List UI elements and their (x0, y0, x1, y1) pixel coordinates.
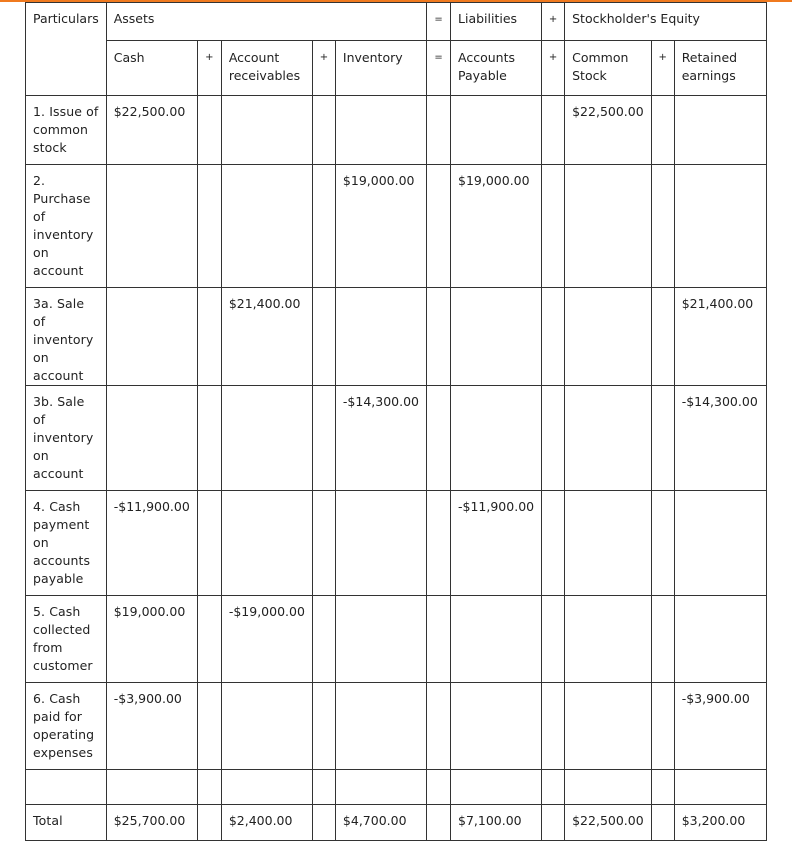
particulars-cell: 5. Cash collected from customer (26, 596, 107, 683)
account-receivables-cell (221, 770, 312, 805)
accounts-payable-cell: $7,100.00 (451, 805, 542, 841)
plus-spacer-cell (542, 805, 565, 841)
retained-earnings-cell (674, 491, 766, 596)
cash-cell (106, 288, 197, 386)
account-receivables-cell (221, 683, 312, 770)
retained-earnings-cell (674, 165, 766, 288)
plus-spacer-cell (542, 491, 565, 596)
plus-spacer-cell (312, 165, 335, 288)
accounts-payable-cell: -$11,900.00 (451, 491, 542, 596)
cash-cell (106, 386, 197, 491)
inventory-cell (335, 683, 426, 770)
plus-spacer-cell (542, 770, 565, 805)
plus-spacer-cell (542, 288, 565, 386)
accounts-payable-cell (451, 770, 542, 805)
inventory-cell (335, 491, 426, 596)
account-receivables-cell (221, 386, 312, 491)
equals-spacer-cell (427, 770, 451, 805)
header-plus-2: + (312, 41, 335, 96)
account-receivables-cell (221, 96, 312, 165)
table-row (26, 96, 767, 165)
equals-spacer-cell (427, 386, 451, 491)
plus-spacer-cell (197, 805, 221, 841)
accounts-payable-cell (451, 96, 542, 165)
cash-cell (106, 165, 197, 288)
header-inventory: Inventory (335, 41, 426, 96)
plus-spacer-cell (197, 96, 221, 165)
common-stock-cell (565, 288, 652, 386)
header-plus-4: + (651, 41, 674, 96)
plus-spacer-cell (312, 491, 335, 596)
plus-spacer-cell (651, 288, 674, 386)
table-row (26, 386, 767, 491)
particulars-cell: 3a. Sale of inventory on account (26, 288, 107, 386)
header-equals-sign: = (427, 3, 451, 41)
plus-spacer-cell (312, 288, 335, 386)
accounts-payable-cell (451, 386, 542, 491)
inventory-cell (335, 770, 426, 805)
account-receivables-cell (221, 491, 312, 596)
header-retained-earnings: Retained earnings (674, 41, 766, 96)
header-account-receivables: Account receivables (221, 41, 312, 96)
plus-spacer-cell (197, 683, 221, 770)
plus-spacer-cell (542, 596, 565, 683)
plus-spacer-cell (651, 770, 674, 805)
plus-spacer-cell (312, 386, 335, 491)
retained-earnings-cell (674, 770, 766, 805)
equals-spacer-cell (427, 491, 451, 596)
account-receivables-cell: $21,400.00 (221, 288, 312, 386)
cash-cell: $19,000.00 (106, 596, 197, 683)
retained-earnings-cell: $3,200.00 (674, 805, 766, 841)
particulars-cell: 2. Purchase of inventory on account (26, 165, 107, 288)
equals-spacer-cell (427, 288, 451, 386)
plus-spacer-cell (312, 596, 335, 683)
total-row (26, 805, 767, 841)
table-row (26, 596, 767, 683)
cash-cell (106, 770, 197, 805)
plus-spacer-cell (312, 96, 335, 165)
common-stock-cell (565, 770, 652, 805)
plus-spacer-cell (651, 165, 674, 288)
table-row (26, 165, 767, 288)
inventory-cell (335, 288, 426, 386)
inventory-cell: $19,000.00 (335, 165, 426, 288)
cash-cell: -$11,900.00 (106, 491, 197, 596)
header-accounts-payable: Accounts Payable (451, 41, 542, 96)
plus-spacer-cell (197, 491, 221, 596)
equals-spacer-cell (427, 165, 451, 288)
plus-spacer-cell (197, 386, 221, 491)
header-plus-3: + (542, 41, 565, 96)
plus-spacer-cell (651, 96, 674, 165)
plus-spacer-cell (312, 770, 335, 805)
retained-earnings-cell: -$3,900.00 (674, 683, 766, 770)
table-row (26, 491, 767, 596)
header-liabilities: Liabilities (451, 3, 542, 41)
retained-earnings-cell: $21,400.00 (674, 288, 766, 386)
header-cash: Cash (106, 41, 197, 96)
particulars-cell: 3b. Sale of inventory on account (26, 386, 107, 491)
common-stock-cell: $22,500.00 (565, 96, 652, 165)
plus-spacer-cell (651, 491, 674, 596)
common-stock-cell (565, 596, 652, 683)
plus-spacer-cell (651, 683, 674, 770)
header-row-sub (26, 41, 767, 96)
cash-cell: -$3,900.00 (106, 683, 197, 770)
plus-spacer-cell (542, 683, 565, 770)
account-receivables-cell: $2,400.00 (221, 805, 312, 841)
accounts-payable-cell: $19,000.00 (451, 165, 542, 288)
header-stockholders-equity: Stockholder's Equity (565, 3, 767, 41)
plus-spacer-cell (197, 165, 221, 288)
header-particulars: Particulars (26, 3, 107, 96)
inventory-cell (335, 96, 426, 165)
common-stock-cell: $22,500.00 (565, 805, 652, 841)
header-row-top (26, 3, 767, 41)
plus-spacer-cell (542, 96, 565, 165)
inventory-cell: -$14,300.00 (335, 386, 426, 491)
accounts-payable-cell (451, 596, 542, 683)
plus-spacer-cell (312, 683, 335, 770)
equals-spacer-cell (427, 683, 451, 770)
plus-spacer-cell (651, 386, 674, 491)
header-plus-1: + (197, 41, 221, 96)
equals-spacer-cell (427, 96, 451, 165)
table-row (26, 770, 767, 805)
header-assets: Assets (106, 3, 426, 41)
header-equals: = (427, 41, 451, 96)
common-stock-cell (565, 683, 652, 770)
header-common-stock: Common Stock (565, 41, 652, 96)
plus-spacer-cell (197, 770, 221, 805)
account-receivables-cell: -$19,000.00 (221, 596, 312, 683)
plus-spacer-cell (312, 805, 335, 841)
table-row (26, 288, 767, 386)
cash-cell: $22,500.00 (106, 96, 197, 165)
common-stock-cell (565, 386, 652, 491)
plus-spacer-cell (197, 288, 221, 386)
plus-spacer-cell (542, 165, 565, 288)
cash-cell: $25,700.00 (106, 805, 197, 841)
particulars-cell (26, 770, 107, 805)
plus-spacer-cell (651, 805, 674, 841)
plus-spacer-cell (651, 596, 674, 683)
retained-earnings-cell (674, 596, 766, 683)
account-receivables-cell (221, 165, 312, 288)
inventory-cell (335, 596, 426, 683)
particulars-cell: Total (26, 805, 107, 841)
common-stock-cell (565, 165, 652, 288)
accounting-equation-table (25, 2, 767, 841)
equals-spacer-cell (427, 596, 451, 683)
particulars-cell: 4. Cash payment on accounts payable (26, 491, 107, 596)
common-stock-cell (565, 491, 652, 596)
retained-earnings-cell (674, 96, 766, 165)
particulars-cell: 6. Cash paid for operating expenses (26, 683, 107, 770)
particulars-cell: 1. Issue of common stock (26, 96, 107, 165)
retained-earnings-cell: -$14,300.00 (674, 386, 766, 491)
plus-spacer-cell (542, 386, 565, 491)
equals-spacer-cell (427, 805, 451, 841)
inventory-cell: $4,700.00 (335, 805, 426, 841)
accounts-payable-cell (451, 683, 542, 770)
table-row (26, 683, 767, 770)
header-plus-sign: + (542, 3, 565, 41)
plus-spacer-cell (197, 596, 221, 683)
accounts-payable-cell (451, 288, 542, 386)
